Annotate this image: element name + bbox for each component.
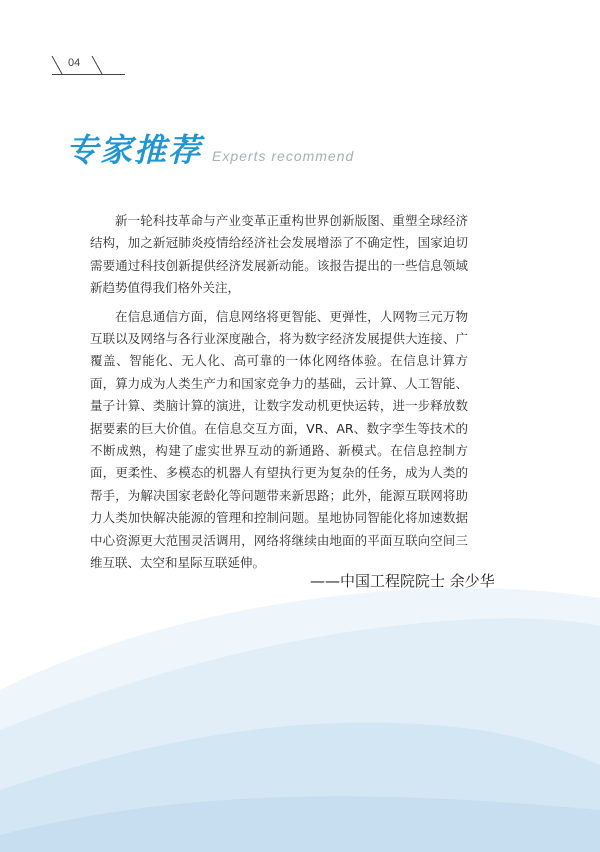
attribution: ——中国工程院院士 余少华	[310, 572, 495, 590]
heading-title-en: Experts recommend	[212, 148, 355, 164]
page-number: 04	[68, 57, 81, 69]
paragraph: 在信息通信方面，信息网络将更智能、更弹性，人网物三元万物互联以及网络与各行业深度融合，将为数字经济发展提供大连接、广覆盖、智能化、无人化、高可靠的一体化网络体验。在信息计算方面，算力成为人类生产力和国家竞争力的基础，云计算、人工智能、量子计算、类脑计算的演进，让数字发动机更快运转，进一步释放数据要素的巨大价值。在信息交互方面，VR、AR、数字孪生等技术的不断成熟，构建了虚实世界互动的新通路、新模式。在信息控制方面，更柔性、多模态的机器人有望执行更为复杂的任务，成为人类的帮手，为解决国家老龄化等问题带来新思路；此外，能源互联网将助力人类加快解决能源的管理和控制问题。星地协同智能化将加速数据中心资源更大范围灵活调用，网络将继续由地面的平面互联向空间三维互联、太空和星际互联延伸。	[90, 308, 468, 571]
paragraph: 新一轮科技革命与产业变革正重构世界创新版图、重塑全球经济结构，加之新冠肺炎疫情给经济社会发展增添了不确定性，国家迫切需要通过科技创新提供经济发展新动能。该报告提出的一些信息领域新趋势值得我们格外关注，	[90, 213, 468, 296]
section-heading	[66, 130, 354, 170]
background-wave-decoration	[0, 560, 600, 852]
page-number-slash-icon	[50, 54, 125, 76]
heading-title-zh: 专家推荐	[66, 131, 203, 169]
page-number-block	[50, 54, 125, 76]
recommendation-body	[90, 210, 468, 581]
